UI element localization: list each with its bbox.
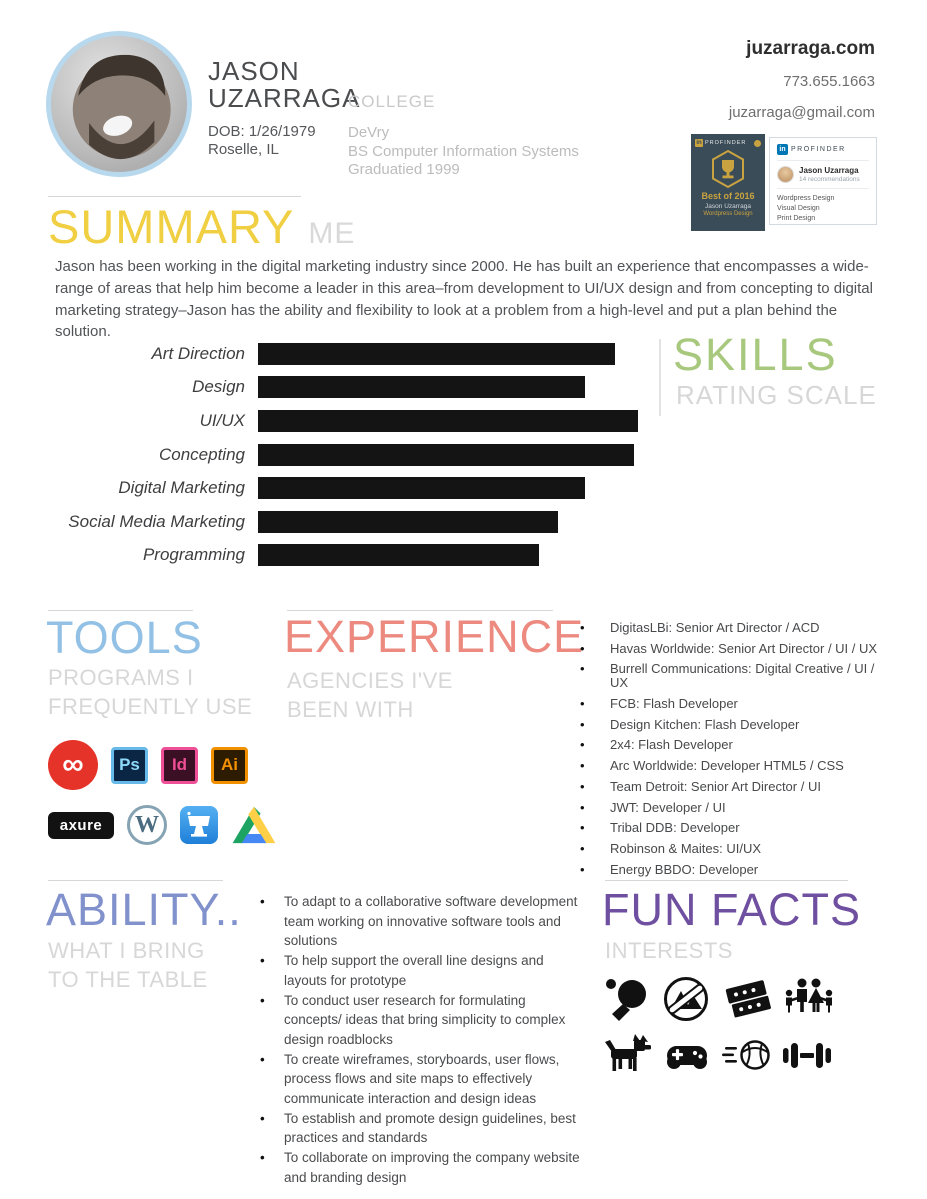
illustrator-icon <box>211 747 248 784</box>
skill-row <box>48 471 638 505</box>
skill-bar <box>258 544 539 566</box>
keynote-icon <box>180 806 218 844</box>
axure-icon <box>48 812 114 839</box>
contact-block <box>729 38 875 121</box>
linkedin-in-icon: in <box>696 140 702 146</box>
skill-bar <box>258 444 634 466</box>
list-item: • DigitasLBi: Senior Art Director / ACD <box>580 621 880 635</box>
email-text: juzarraga@gmail.com <box>728 104 875 121</box>
skill-row <box>48 371 638 405</box>
gold-dot-icon <box>754 140 761 147</box>
skill-row <box>48 337 638 371</box>
avatar <box>777 166 794 183</box>
list-item: • FCB: Flash Developer <box>580 697 880 711</box>
skill-label: Digital Marketing <box>118 478 245 498</box>
ability-list <box>260 892 586 1188</box>
badge-skill: Visual Design <box>777 205 820 212</box>
summary-subtitle: ME <box>308 217 356 250</box>
video-games-icon <box>662 1033 712 1077</box>
skill-bar <box>258 477 585 499</box>
badge-skill: Wordpress Design <box>777 195 835 202</box>
skills-heading-divider <box>659 339 661 416</box>
profinder-profile-badge <box>769 137 877 225</box>
list-item: • To adapt to a collaborative software development team working on innovative software tools and solutions <box>260 892 586 951</box>
keynote-podium-glyph <box>180 806 218 844</box>
list-item: • To conduct user research for formulating concepts/ ideas that bring simplicity to complex design roadblocks <box>260 991 586 1050</box>
badge-name-text: Jason Uzarraga <box>705 203 751 210</box>
fun-facts-icons <box>602 975 842 1078</box>
badge-skill: Print Design <box>777 215 816 222</box>
list-item: • To collaborate on improving the company website and branding design <box>260 1148 586 1187</box>
weightlifting-icon <box>782 1033 832 1077</box>
skill-row <box>48 438 638 472</box>
ability-divider <box>48 880 223 881</box>
website-text: juzarraga.com <box>746 38 875 59</box>
linkedin-badges <box>691 134 877 231</box>
google-drive-glyph <box>231 805 277 845</box>
phone-text: 773.655.1663 <box>783 73 875 90</box>
location-text: Roselle, IL <box>208 141 279 158</box>
summary-title: SUMMARY <box>48 200 295 253</box>
skill-row <box>48 404 638 438</box>
experience-subtitle-line1: AGENCIES I'VE <box>287 668 453 693</box>
fun-facts-subtitle: INTERESTS <box>605 938 733 963</box>
badge-category-text: Wordpress Design <box>703 211 753 217</box>
tickets-icon <box>722 977 776 1021</box>
portrait-illustration <box>51 36 187 172</box>
photoshop-icon <box>111 747 148 784</box>
skill-bar <box>258 511 558 533</box>
profinder-best-of-2016-badge <box>691 134 765 231</box>
ability-title: ABILITY.. <box>46 884 242 935</box>
skill-row <box>48 539 638 573</box>
list-item: • Tribal DDB: Developer <box>580 821 880 835</box>
name-first: JASON <box>208 56 300 86</box>
tools-subtitle-line1: PROGRAMS I <box>48 665 194 690</box>
dog-icon <box>602 1032 654 1078</box>
skill-label: Design <box>192 377 245 397</box>
list-item: • Team Detroit: Senior Art Director / UI <box>580 780 880 794</box>
fun-facts-title: FUN FACTS <box>602 884 862 935</box>
college-block <box>348 92 579 180</box>
list-item: • Burrell Communications: Digital Creative / UI / UX <box>580 662 880 690</box>
tools-subtitle-line2: FREQUENTLY USE <box>48 694 253 719</box>
skill-label: Concepting <box>158 444 245 464</box>
skill-label: Art Direction <box>151 343 245 363</box>
skill-bar <box>258 376 585 398</box>
college-grad-year: Graduatied 1999 <box>348 161 460 178</box>
skill-bar <box>258 343 615 365</box>
list-item: • To create wireframes, storyboards, user flows, process flows and site maps to effectively communicate interaction and design ideas <box>260 1050 586 1109</box>
tools-divider <box>48 610 193 611</box>
badge-profile-name: Jason Uzarraga <box>799 166 859 175</box>
volleyball-icon <box>722 1033 774 1077</box>
linkedin-in-icon: in <box>777 144 788 155</box>
wordpress-icon <box>127 805 167 845</box>
list-item: • JWT: Developer / UI <box>580 801 880 815</box>
ability-subtitle-line2: TO THE TABLE <box>48 967 208 992</box>
tools-title: TOOLS <box>46 612 203 663</box>
skills-title: SKILLS <box>673 329 838 380</box>
skill-bar <box>258 410 638 432</box>
name-last: UZARRAGA <box>208 83 361 113</box>
snowboarding-icon <box>662 975 710 1023</box>
illustrator-glyph: Ai <box>221 755 238 774</box>
experience-list <box>580 621 880 883</box>
creative-cloud-glyph: ∞ <box>62 748 84 781</box>
skills-subtitle: RATING SCALE <box>676 380 877 410</box>
college-label: COLLEGE <box>348 92 436 111</box>
college-school: DeVry <box>348 124 390 141</box>
name-block <box>208 58 360 159</box>
list-item: • Arc Worldwide: Developer HTML5 / CSS <box>580 759 880 773</box>
indesign-icon <box>161 747 198 784</box>
skills-bar-chart <box>48 337 638 572</box>
photoshop-glyph: Ps <box>119 755 140 774</box>
indesign-glyph: Id <box>171 755 188 774</box>
fun-facts-divider <box>605 880 848 881</box>
list-item: • Energy BBDO: Developer <box>580 863 880 877</box>
skill-label: Programming <box>142 545 245 565</box>
skill-label: UI/UX <box>199 410 245 430</box>
wordpress-glyph: W <box>135 811 159 838</box>
summary-paragraph: Jason has been working in the digital marketing industry since 2000. He has built an experience that encompasses a wide-range of areas that help him become a leader in this area–from development to UI/UX design and from concepting to digital marketing strategy–Jason has the ability and flexibility to look at a problem from a high-level and put a plan behind the solution. <box>55 258 873 341</box>
list-item: • To help support the overall line designs and layouts for prototype <box>260 951 586 990</box>
list-item: • Robinson & Maites: UI/UX <box>580 842 880 856</box>
profinder-brand-label: PROFINDER <box>705 140 747 146</box>
table-tennis-icon <box>602 975 650 1023</box>
dob-text: DOB: 1/26/1979 <box>208 123 316 140</box>
profinder-brand-label: PROFINDER <box>791 146 846 153</box>
profile-photo <box>46 31 192 177</box>
list-item: • To establish and promote design guidelines, best practices and standards <box>260 1109 586 1148</box>
badge-recommendations: 14 recommendations <box>799 176 860 183</box>
trophy-hexagon-icon <box>709 149 747 189</box>
ability-subtitle-line1: WHAT I BRING <box>48 938 205 963</box>
skill-label: Social Media Marketing <box>68 511 245 531</box>
experience-title: EXPERIENCE <box>284 611 585 662</box>
badge-award-text: Best of 2016 <box>701 191 755 201</box>
header-divider <box>48 196 301 197</box>
list-item: • Design Kitchen: Flash Developer <box>580 718 880 732</box>
experience-subtitle-line2: BEEN WITH <box>287 697 414 722</box>
list-item: • 2x4: Flash Developer <box>580 738 880 752</box>
tools-icons <box>48 739 278 851</box>
axure-glyph: axure <box>59 816 103 834</box>
google-drive-icon <box>231 805 277 845</box>
family-icon <box>782 976 836 1022</box>
list-item: • Havas Worldwide: Senior Art Director / UI / UX <box>580 642 880 656</box>
college-degree: BS Computer Information Systems <box>348 142 579 160</box>
adobe-creative-cloud-icon <box>48 740 98 790</box>
skill-row <box>48 505 638 539</box>
